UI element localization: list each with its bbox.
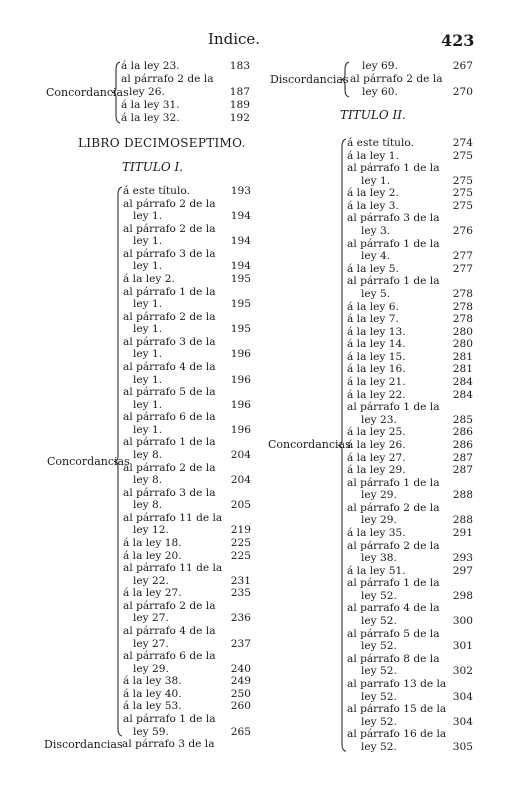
index-entry-text: ley 1. [133,323,163,336]
page-title: Indice. [208,30,261,48]
index-entry-text: á la ley 31. [121,99,180,111]
index-entry-page: 285 [452,413,473,426]
index-entry-text: á la ley 27. [347,451,406,464]
index-entry-text: al párrafo 1 de la [123,712,216,725]
index-entry-text: ley 52. [361,640,397,653]
discordancias-text-bottom: al párrafo 3 de la [122,738,215,750]
index-entry-page: 287 [452,464,473,477]
index-entry-text: á la ley 29. [347,464,406,477]
index-entry-page: 193 [230,185,251,197]
index-entry-text: á la ley 23. [121,60,180,72]
index-entry-text: ley 52. [361,740,397,753]
index-entry-page: 275 [452,187,473,200]
index-entry-page: 277 [452,262,473,275]
index-entry-page: 192 [229,112,250,124]
index-entry-text: ley 1. [361,174,391,187]
index-entry-text: á este título. [123,185,190,197]
index-entry-page: 260 [230,700,251,713]
index-entry-page: 194 [230,260,251,273]
index-entry-page: 297 [452,564,473,577]
index-entry-page: 286 [452,438,473,451]
index-entry-text: ley 38. [361,552,397,565]
index-entry-page: 298 [452,589,473,602]
bracket-label: Concordancias [47,454,130,468]
index-entry-text: al párrafo 15 de la [347,703,447,716]
index-entry-text: ley 1. [133,423,163,436]
index-entry-text: á la ley 21. [347,376,406,389]
index-entry-page: 204 [230,448,251,461]
index-entry-page: 194 [230,235,251,248]
index-entry-text: ley 52. [361,690,397,703]
index-entry-text: á la ley 32. [121,112,180,124]
titulo-ii-heading: TITULO II. [340,108,406,122]
index-entry-page: 219 [230,524,251,537]
index-entry-text: al párrafo 2 de la [123,197,216,210]
index-entry-text: ley 1. [133,398,163,411]
index-entry-text: ley 22. [133,574,169,587]
index-entry-text: al párrafo 3 de la [123,335,216,348]
index-entry-text: á la ley 40. [123,687,182,700]
index-entry-text: al párrafo 1 de la [347,401,440,414]
index-entry-text: ley 26. [129,86,165,98]
index-entry-page: 195 [230,323,251,336]
index-entry-text: ley 52. [361,589,397,602]
index-entry-text: ley 3. [361,225,391,238]
index-entry-text: al párrafo 2 de la [123,599,216,612]
index-entry-page: 284 [452,376,473,389]
index-entry-text: ley 52. [361,665,397,678]
index-entry-text: al párrafo 2 de la [123,461,216,474]
index-entry-page: 305 [452,740,473,753]
index-entry-page: 304 [452,690,473,703]
index-entry-text: ley 29. [133,662,169,675]
index-entry-text: á la ley 35. [347,526,406,539]
index-entry-text: ley 60. [362,86,398,98]
index-entry-page: 195 [230,272,251,285]
index-entry-text: á la ley 18. [123,536,182,549]
index-entry-text: á la ley 16. [347,363,406,376]
index-entry-page: 249 [230,675,251,688]
index-entry-text: á la ley 22. [347,388,406,401]
index-entry-page: 196 [230,348,251,361]
index-entry-page: 280 [452,338,473,351]
index-entry-text: al parrafo 13 de la [347,677,447,690]
index-entry-text: á la ley 25. [347,426,406,439]
index-entry-text: al párrafo 11 de la [123,511,223,524]
index-entry-page: 302 [452,665,473,678]
index-entry-text: á la ley 5. [347,262,399,275]
index-entry-page: 195 [230,298,251,311]
index-entry-text: al párrafo 6 de la [123,650,216,663]
index-entry-page: 287 [452,451,473,464]
index-entry-page: 301 [452,640,473,653]
index-entry-text: á la ley 3. [347,199,399,212]
index-entry-text: al párrafo 2 de la [123,310,216,323]
index-entry-text: ley 1. [133,298,163,311]
index-entry-text: á la ley 20. [123,549,182,562]
index-entry-text: al párrafo 4 de la [123,360,216,373]
index-entry-page: 189 [229,99,250,111]
index-entry-page: 267 [452,60,473,72]
index-entry-text: ley 1. [133,210,163,223]
index-entry-page: 236 [230,612,251,625]
index-entry-page: 293 [452,552,473,565]
index-entry-page: 237 [230,637,251,650]
book-heading: LIBRO DECIMOSEPTIMO. [78,136,246,150]
index-entry-page: 281 [452,363,473,376]
index-entry-text: ley 69. [362,60,398,72]
index-entry-page: 304 [452,715,473,728]
index-entry-page: 270 [452,86,473,98]
index-entry-text: al párrafo 5 de la [123,386,216,399]
index-entry-text: al párrafo 3 de la [123,486,216,499]
index-entry-page: 196 [230,373,251,386]
index-entry-text: ley 4. [361,250,391,263]
index-entry-text: ley 59. [133,725,169,738]
index-entry-page: 225 [230,536,251,549]
index-entry-text: al párrafo 2 de la [121,73,214,85]
discordancias-label-bottom: Discordancias [44,738,123,751]
index-entry-text: á la ley 1. [347,149,399,162]
index-entry-text: ley 1. [133,373,163,386]
index-entry-text: á la ley 38. [123,675,182,688]
index-entry-page: 276 [452,225,473,238]
index-entry-text: al párrafo 1 de la [123,436,216,449]
index-entry-page: 194 [230,210,251,223]
index-entry-page: 291 [452,526,473,539]
bracket-label: Concordancias [268,438,351,452]
index-entry-text: ley 29. [361,489,397,502]
index-entry-text: ley 1. [133,260,163,273]
index-entry-text: á la ley 51. [347,564,406,577]
index-entry-page: 278 [452,287,473,300]
index-entry-page: 277 [452,250,473,263]
index-entry-page: 275 [452,174,473,187]
index-entry-text: al párrafo 1 de la [347,476,440,489]
index-entry-page: 250 [230,687,251,700]
index-entry-text: á la ley 53. [123,700,182,713]
index-entry-text: al párrafo 2 de la [347,539,440,552]
index-entry-text: á la ley 15. [347,350,406,363]
index-entry-text: á la ley 26. [347,438,406,451]
index-entry-text: ley 27. [133,612,169,625]
index-entry-text: ley 52. [361,615,397,628]
index-entry-text: á la ley 27. [123,587,182,600]
index-entry-page: 288 [452,489,473,502]
index-entry-text: á la ley 6. [347,300,399,313]
index-entry-text: á la ley 13. [347,325,406,338]
index-entry-page: 235 [230,587,251,600]
index-entry-text: ley 1. [133,348,163,361]
index-entry-text: al párrafo 1 de la [347,577,440,590]
index-entry-page: 183 [229,60,250,72]
index-entry-page: 275 [452,199,473,212]
index-entry-page: 281 [452,350,473,363]
index-entry-page: 278 [452,313,473,326]
index-entry-page: 288 [452,514,473,527]
index-entry-text: á la ley 7. [347,313,399,326]
index-entry-text: al parrafo 4 de la [347,602,440,615]
index-entry-text: á la ley 14. [347,338,406,351]
index-entry-text: al párrafo 4 de la [123,624,216,637]
index-entry-page: 275 [452,149,473,162]
index-entry-text: al párrafo 3 de la [347,212,440,225]
index-entry-text: al párrafo 1 de la [347,275,440,288]
index-entry-page: 196 [230,423,251,436]
index-entry-text: al párrafo 1 de la [123,285,216,298]
index-entry-text: al párrafo 6 de la [123,411,216,424]
index-entry-page: 205 [230,499,251,512]
index-entry-page: 286 [452,426,473,439]
index-entry-text: ley 8. [133,499,163,512]
index-entry-text: al párrafo 2 de la [347,501,440,514]
index-entry-page: 231 [230,574,251,587]
index-entry-text: al párrafo 2 de la [123,222,216,235]
index-entry-text: ley 8. [133,474,163,487]
index-entry-text: al párrafo 5 de la [347,627,440,640]
index-entry-text: ley 27. [133,637,169,650]
index-entry-page: 225 [230,549,251,562]
index-entry-text: ley 8. [133,448,163,461]
index-entry-text: ley 52. [361,715,397,728]
index-entry-text: al párrafo 1 de la [347,237,440,250]
index-entry-text: al párrafo 3 de la [123,247,216,260]
index-entry-text: ley 5. [361,287,391,300]
index-entry-text: ley 23. [361,413,397,426]
index-entry-text: á este título. [347,137,414,149]
index-entry-page: 284 [452,388,473,401]
index-entry-text: al párrafo 16 de la [347,728,447,741]
index-entry-text: al párrafo 8 de la [347,652,440,665]
index-entry-page: 204 [230,474,251,487]
index-entry-page: 300 [452,615,473,628]
index-entry-page: 196 [230,398,251,411]
page-number: 423 [441,31,475,50]
index-entry-text: al párrafo 11 de la [123,562,223,575]
bracket-label: Discordancias [270,72,349,86]
titulo-i-heading: TITULO I. [122,160,184,174]
index-entry-text: al párrafo 1 de la [347,162,440,175]
index-entry-text: ley 1. [133,235,163,248]
bracket-label: Concordancias [46,85,129,99]
index-entry-page: 187 [229,86,250,98]
index-entry-text: al párrafo 2 de la [350,73,443,85]
index-entry-text: ley 29. [361,514,397,527]
index-entry-page: 240 [230,662,251,675]
index-entry-text: á la ley 2. [347,187,399,200]
index-entry-page: 274 [452,137,473,149]
index-entry-text: ley 12. [133,524,169,537]
index-entry-text: á la ley 2. [123,272,175,285]
index-entry-page: 280 [452,325,473,338]
index-entry-page: 265 [230,725,251,738]
index-entry-page: 278 [452,300,473,313]
